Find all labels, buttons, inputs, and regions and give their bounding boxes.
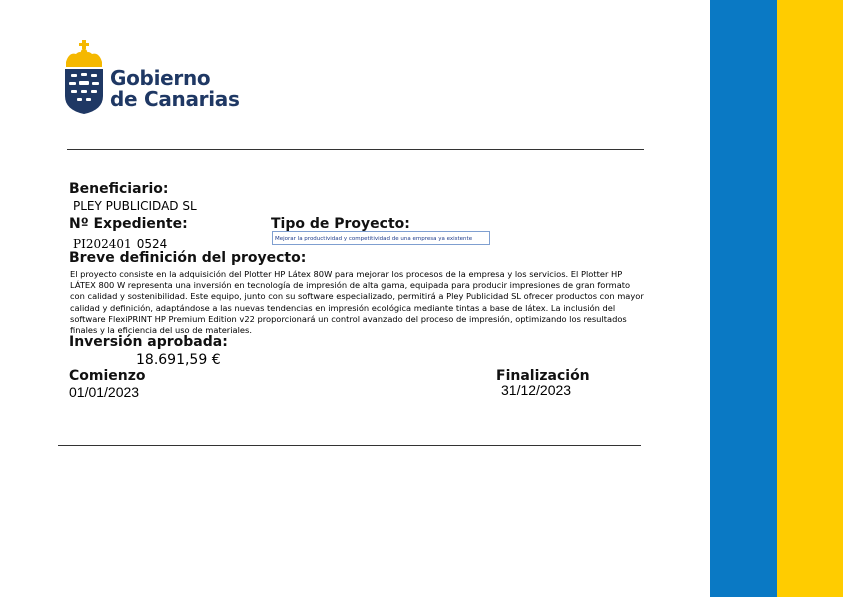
- tipo-proyecto-label: Tipo de Proyecto:: [271, 216, 410, 232]
- inversion-currency: €: [211, 352, 221, 368]
- beneficiario-label: Beneficiario:: [69, 181, 169, 197]
- inversion-amount-row: [136, 352, 221, 368]
- tipo-proyecto-field: Mejorar la productividad y competitividad de una empresa ya existente: [272, 231, 490, 245]
- inversion-label: Inversión aprobada:: [69, 334, 228, 350]
- comienzo-date: 01/01/2023: [69, 384, 140, 400]
- flag-stripe-yellow: [777, 0, 843, 597]
- expediente-label: Nº Expediente:: [69, 216, 188, 232]
- bottom-divider: [58, 445, 641, 446]
- inversion-amount: 18.691,59: [136, 352, 208, 368]
- expediente-prefix: PI202401: [73, 237, 132, 251]
- finalizacion-date: 31/12/2023: [501, 382, 572, 398]
- descripcion-text: El proyecto consiste en la adquisición del Plotter HP Látex 80W para mejorar los procesos de la empresa y los servicios. El Plotter HP LÁTEX 800 W representa una inversión en tecnología de impresión de alta gama, equipada para producir impresiones de gran formato con calidad y sostenibilidad. Este equipo, junto con su software especializado, permitirá a Pley Publicidad SL ofrecer productos con mayor calidad y definición, adaptándose a las nuevas tendencias en impresión ecológica mediante tintas a base de látex. La inclusión del software FlexiPRINT HP Premium Edition v22 proporcionará un control avanzado del proceso de impresión, optimizando los resultados finales y la eficiencia del uso de materiales.: [70, 269, 644, 336]
- expediente-number: 0524: [136, 237, 168, 251]
- organization-name-line2: de Canarias: [110, 87, 240, 111]
- organization-name-line1: Gobierno: [110, 66, 211, 90]
- descripcion-label: Breve definición del proyecto:: [69, 250, 307, 266]
- flag-stripe-blue: [710, 0, 777, 597]
- top-divider: [67, 149, 644, 150]
- gobierno-canarias-emblem-icon: [63, 40, 105, 114]
- beneficiario-value: PLEY PUBLICIDAD SL: [73, 199, 197, 213]
- organization-name: [110, 68, 240, 110]
- comienzo-label: Comienzo: [69, 368, 146, 384]
- finalizacion-label: Finalización: [496, 368, 590, 384]
